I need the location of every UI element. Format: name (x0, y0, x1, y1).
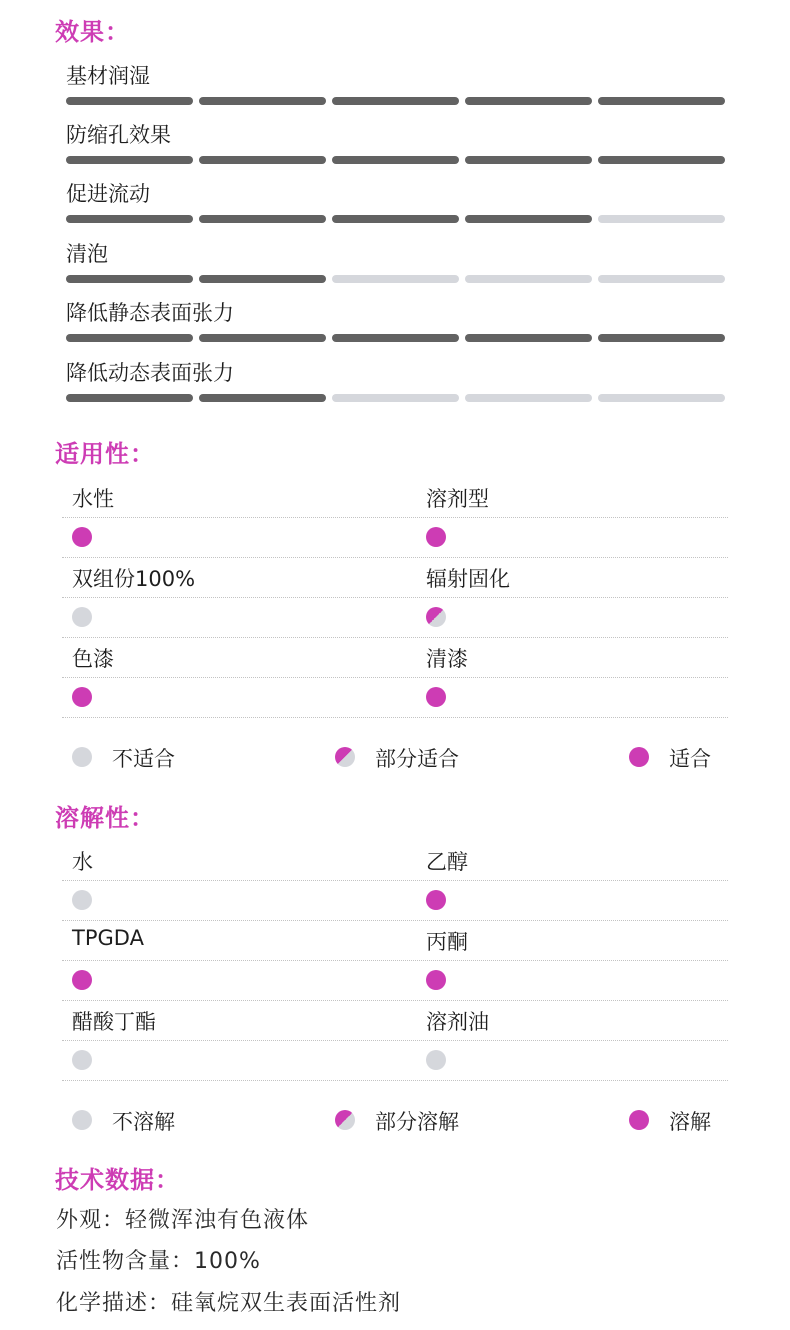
rating-bar (66, 394, 726, 402)
rating-dot (72, 970, 92, 990)
rating-dot (72, 607, 92, 627)
legend-dot-none (72, 1110, 92, 1130)
applicability-title: 适用性： (55, 440, 155, 468)
rating-segment (199, 97, 326, 105)
effect-label: 促进流动 (66, 182, 150, 206)
rating-bar (66, 215, 726, 223)
rating-segment (199, 334, 326, 342)
tech-chemistry: 化学描述：硅氧烷双生表面活性剂 (56, 1291, 402, 1316)
rating-segment (332, 394, 459, 402)
rating-segment (598, 97, 725, 105)
cell-label: 清漆 (426, 647, 468, 671)
applicability-legend (72, 743, 722, 773)
grid-rating-row (62, 880, 728, 921)
rating-segment (66, 97, 193, 105)
rating-segment (66, 275, 193, 283)
cell-label: 色漆 (72, 647, 114, 671)
rating-bar (66, 97, 726, 105)
legend-label: 部分适合 (375, 747, 459, 771)
cell-label: 醋酸丁酯 (72, 1010, 156, 1034)
grid-label-row (62, 1000, 728, 1041)
legend-dot-none (72, 747, 92, 767)
rating-segment (332, 275, 459, 283)
grid-label-row (62, 637, 728, 678)
rating-dot (426, 527, 446, 547)
legend-label: 不适合 (112, 747, 175, 771)
effect-label: 降低静态表面张力 (66, 301, 234, 325)
solubility-legend (72, 1106, 722, 1136)
cell-label: 乙醇 (426, 850, 468, 874)
cell-label: 溶剂油 (426, 1010, 489, 1034)
rating-bar (66, 156, 726, 164)
rating-dot (426, 890, 446, 910)
rating-segment (199, 275, 326, 283)
grid-rating-row (62, 517, 728, 558)
rating-dot (426, 607, 446, 627)
rating-dot (426, 687, 446, 707)
effect-label: 防缩孔效果 (66, 123, 171, 147)
rating-segment (66, 394, 193, 402)
grid-rating-row (62, 1040, 728, 1081)
rating-dot (426, 1050, 446, 1070)
rating-segment (332, 215, 459, 223)
rating-bar (66, 334, 726, 342)
solubility-title: 溶解性： (55, 804, 155, 832)
rating-segment (66, 215, 193, 223)
rating-segment (465, 156, 592, 164)
legend-label: 适合 (669, 747, 711, 771)
rating-segment (332, 97, 459, 105)
cell-label: 辐射固化 (426, 567, 510, 591)
effect-label: 基材润湿 (66, 64, 150, 88)
effect-label: 降低动态表面张力 (66, 361, 234, 385)
cell-label: 双组份100% (72, 567, 196, 591)
legend-dot-full (629, 747, 649, 767)
effect-label: 清泡 (66, 242, 108, 266)
rating-segment (199, 156, 326, 164)
rating-bar (66, 275, 726, 283)
rating-segment (598, 334, 725, 342)
effects-title: 效果： (55, 18, 130, 46)
grid-label-row (62, 477, 728, 518)
rating-dot (72, 527, 92, 547)
cell-label: 水性 (72, 487, 114, 511)
rating-segment (465, 97, 592, 105)
rating-segment (598, 275, 725, 283)
grid-label-row (62, 920, 728, 961)
rating-segment (66, 334, 193, 342)
rating-dot (72, 1050, 92, 1070)
rating-segment (465, 215, 592, 223)
legend-label: 部分溶解 (375, 1110, 459, 1134)
legend-label: 不溶解 (112, 1110, 175, 1134)
grid-rating-row (62, 960, 728, 1001)
rating-segment (598, 394, 725, 402)
rating-segment (598, 215, 725, 223)
rating-segment (465, 394, 592, 402)
legend-label: 溶解 (669, 1110, 711, 1134)
grid-label-row (62, 840, 728, 881)
legend-dot-partial (335, 1110, 355, 1130)
cell-label: 溶剂型 (426, 487, 489, 511)
rating-dot (426, 970, 446, 990)
rating-segment (465, 334, 592, 342)
tech-appearance: 外观：轻微浑浊有色液体 (56, 1208, 310, 1233)
rating-dot (72, 687, 92, 707)
rating-segment (66, 156, 193, 164)
grid-rating-row (62, 677, 728, 718)
rating-segment (465, 275, 592, 283)
rating-segment (332, 334, 459, 342)
rating-segment (199, 394, 326, 402)
cell-label: TPGDA (72, 926, 144, 950)
grid-rating-row (62, 597, 728, 638)
cell-label: 水 (72, 850, 93, 874)
tech-title: 技术数据： (55, 1166, 180, 1194)
rating-segment (199, 215, 326, 223)
legend-dot-partial (335, 747, 355, 767)
rating-segment (598, 156, 725, 164)
rating-segment (332, 156, 459, 164)
rating-dot (72, 890, 92, 910)
tech-active-content: 活性物含量：100% (56, 1249, 261, 1274)
grid-label-row (62, 557, 728, 598)
cell-label: 丙酮 (426, 930, 468, 954)
legend-dot-full (629, 1110, 649, 1130)
